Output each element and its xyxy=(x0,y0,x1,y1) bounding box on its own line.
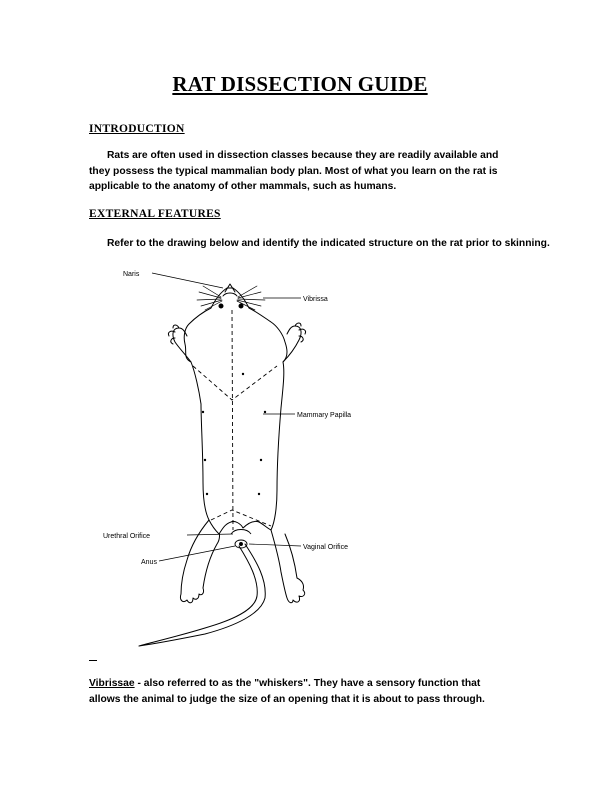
tail xyxy=(139,544,265,646)
rat-body-outline xyxy=(184,288,287,534)
label-mammary-papilla: Mammary Papilla xyxy=(297,412,352,419)
vibrissae-term: Vibrissae xyxy=(89,678,135,689)
label-naris: Naris xyxy=(123,271,140,278)
mammary-papillae xyxy=(202,373,266,495)
rat-diagram xyxy=(95,262,505,657)
label-vibrissa: Vibrissa xyxy=(303,296,328,303)
left-forelimb xyxy=(168,325,191,362)
leader-lines xyxy=(152,273,301,561)
external-features-heading: EXTERNAL FEATURES xyxy=(89,208,221,220)
left-hindlimb xyxy=(180,520,219,603)
vibrissae-definition xyxy=(89,676,514,707)
introduction-heading: INTRODUCTION xyxy=(89,123,185,135)
incision-lines xyxy=(193,310,277,530)
right-hindlimb xyxy=(271,530,305,603)
vibrissae-text: - also referred to as the "whiskers". They have a sensory function that allows the animal to judge the size of an opening that it is about to pass through. xyxy=(89,678,485,705)
introduction-paragraph: Rats are often used in dissection classes because they are readily available and they possess the typical mammalian body plan. Most of what you learn on the rat is applicable to the anatomy of other mammals, such as humans. xyxy=(89,150,499,192)
external-features-instruction: Refer to the drawing below and identify the indicated structure on the rat prior to skinning. xyxy=(107,238,550,249)
page-title: RAT DISSECTION GUIDE xyxy=(172,72,428,96)
label-vaginal-orifice: Vaginal Orifice xyxy=(303,544,349,551)
vibrissae-lines xyxy=(197,286,265,310)
label-urethral-orifice: Urethral Orifice xyxy=(103,533,151,540)
separator-dash xyxy=(89,660,97,661)
label-anus: Anus xyxy=(141,559,157,566)
